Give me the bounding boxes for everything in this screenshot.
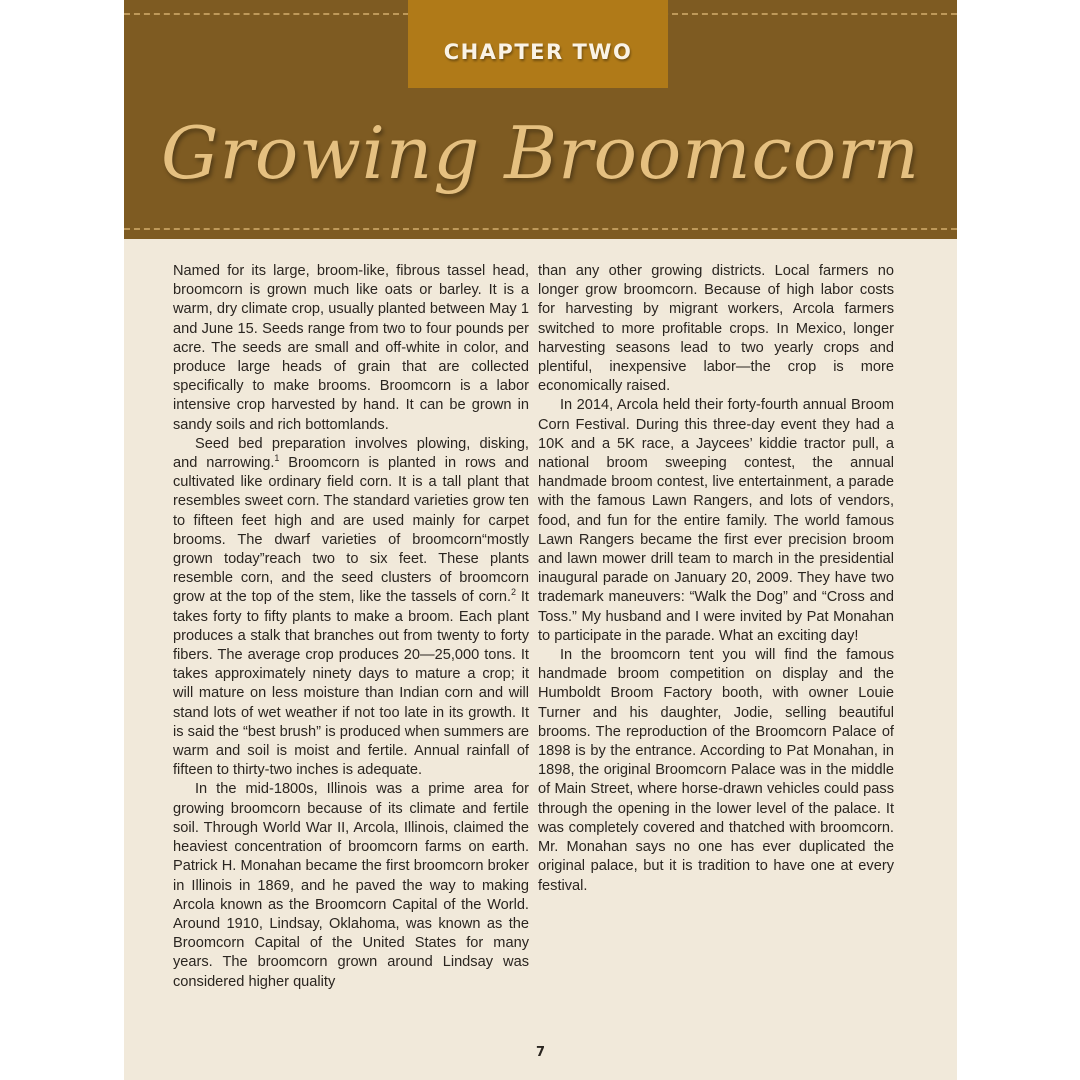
paragraph: than any other growing districts. Local farmers no longer grow broomcorn. Because of high labor costs for harvesting by migrant workers, Arcola farmers switched to more profitable crops. In Mexico, longer harvesting seasons lead to two yearly crops and plentiful, inexpensive labor—the crop is more economically raised. — [538, 263, 894, 395]
text-column-left — [173, 262, 529, 992]
chapter-label-box — [408, 0, 668, 88]
paragraph: In the broomcorn tent you will find the famous handmade broom competition on display and the Humboldt Broom Factory booth, with owner Louie Turner and his daughter, Jodie, selling beautiful brooms. The reproduction of the Broomcorn Palace of 1898 is by the entrance. According to Pat Monahan, in 1898, the original Broomcorn Palace was in the middle of Main Street, where horse-drawn vehicles could pass through the opening in the lower level of the palace. It was completely covered and thatched with broomcorn. Mr. Monahan says no one has ever duplicated the original palace, but it is tradition to have one at every festival. — [538, 647, 894, 894]
chapter-label: CHAPTER TWO — [443, 40, 633, 64]
paragraph: In 2014, Arcola held their forty-fourth annual Broom Corn Festival. During this three-day event they had a 10K and a 5K race, a Jaycees’ kiddie tractor pull, a national broom sweeping contest, the annual handmade broom contest, live entertainment, a parade with the famous Lawn Rangers, and lots of vendors, food, and fun for the entire family. The world famous Lawn Rangers became the first ever precision broom and lawn mower drill team to march in the presidential inaugural parade on January 20, 2009. They have two trademark maneuvers: “Walk the Dog” and “Cross and Toss.” My husband and I were invited by Pat Monahan to participate in the parade. What an exciting day! — [538, 397, 894, 644]
footnote-marker: 1 — [274, 453, 280, 464]
paragraph — [173, 435, 529, 781]
chapter-title: Growing Broomcorn — [160, 111, 921, 195]
chapter-header-band — [124, 0, 957, 239]
page-number: 7 — [535, 1045, 546, 1060]
book-page — [124, 0, 957, 1080]
paragraph: Named for its large, broom-like, fibrous tassel head, broomcorn is grown much like oats or barley. It is a warm, dry climate crop, usually planted between May 1 and June 15. Seeds range from two to four pounds per acre. The seeds are small and off-white in color, and produce large heads of grain that are collected specifically to make brooms. Broomcorn is a labor intensive crop harvested by hand. It can be grown in sandy soils and rich bottomlands. — [173, 263, 529, 433]
stitch-line-bottom — [124, 228, 957, 230]
paragraph-text: It takes forty to fifty plants to make a broom. Each plant produces a stalk that branches out from twenty to forty fibers. The average crop produces 20—25,000 tons. It takes approximately ninety days to mature a crop; it will mature on less moisture than Indian corn and will stand lots of wet weather if not too late in its growth. It is said the “best brush” is produced when summers are warm and soil is moist and fertile. Annual rainfall of fifteen to thirty-two inches is adequate. — [173, 589, 529, 779]
text-column-right — [538, 262, 894, 896]
paragraph-text: Broomcorn is planted in rows and cultivated like ordinary field corn. It is a tall plant that resembles sweet corn. The standard varieties grow ten to fifteen feet high and are used mainly for carpet brooms. The dwarf varieties of broomcorn“mostly grown today”reach two to six feet. These plants resemble corn, and the seed clusters of broomcorn grow at the top of the stem, like the tassels of corn. — [173, 455, 529, 606]
footnote-marker: 2 — [511, 587, 517, 598]
paragraph: In the mid-1800s, Illinois was a prime area for growing broomcorn because of its climate and fertile soil. Through World War II, Arcola, Illinois, claimed the heaviest concentration of broomcorn farms on earth. Patrick H. Monahan became the first broomcorn broker in Illinois in 1869, and he paved the way to making Arcola known as the Broomcorn Capital of the World. Around 1910, Lindsay, Oklahoma, was known as the Broomcorn Capital of the United States for many years. The broomcorn grown around Lindsay was considered higher quality — [173, 781, 529, 990]
paragraph-text: Seed bed preparation involves plowing, disking, and narrowing. — [173, 435, 529, 472]
